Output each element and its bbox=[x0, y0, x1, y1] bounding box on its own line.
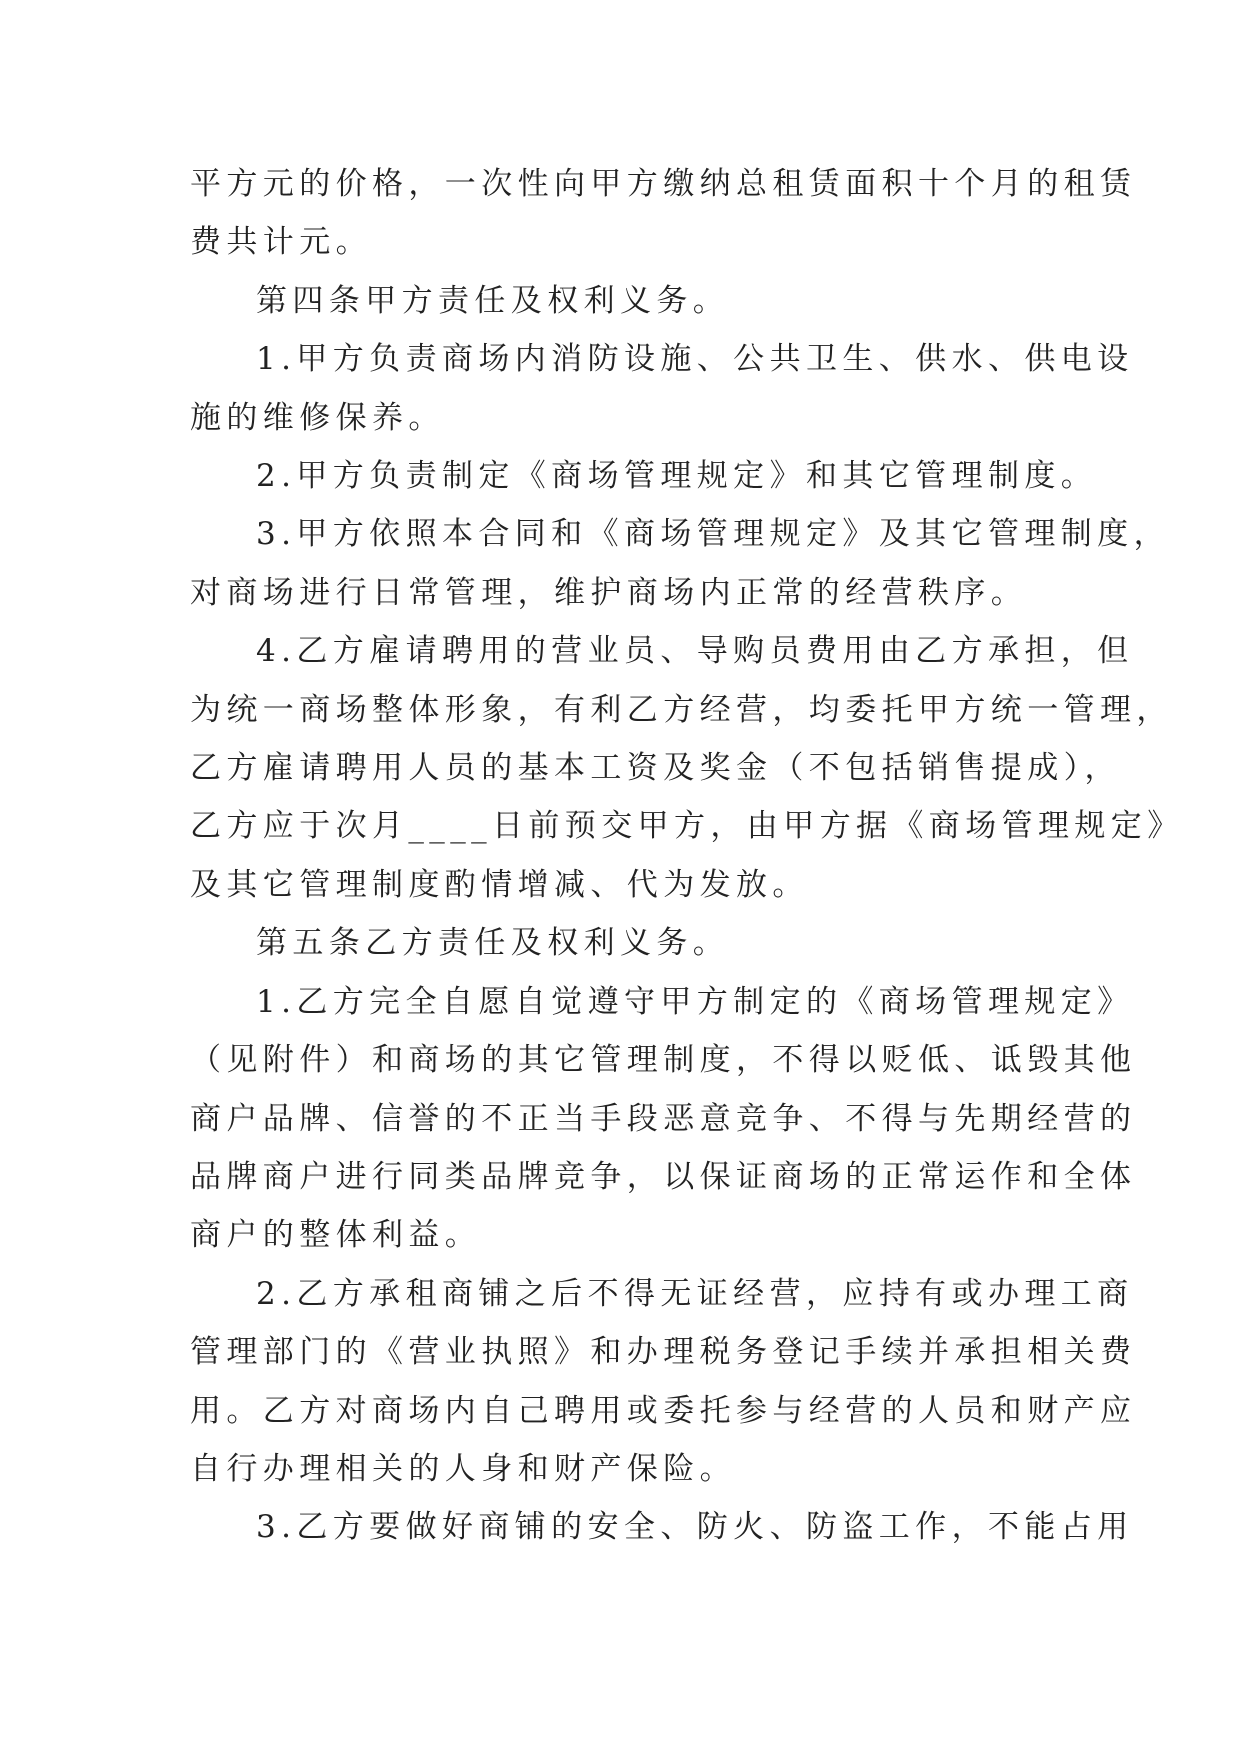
text-line: 乙方雇请聘用人员的基本工资及奖金（不包括销售提成）， bbox=[190, 750, 1121, 787]
text-line: 商户品牌、信誉的不正当手段恶意竞争、不得与先期经营的 bbox=[190, 1100, 1137, 1137]
text-line: 3.乙方要做好商铺的安全、防火、防盗工作，不能占用 bbox=[256, 1509, 1134, 1546]
text-line: 平方元的价格，一次性向甲方缴纳总租赁面积十个月的租赁 bbox=[190, 166, 1137, 202]
text-line: 4.乙方雇请聘用的营业员、导购员费用由乙方承担，但 bbox=[256, 633, 1134, 670]
text-line: 自行办理相关的人身和财产保险。 bbox=[190, 1450, 736, 1487]
text-line: 乙方应于次月____日前预交甲方，由甲方据《商场管理规定》 bbox=[190, 808, 1184, 845]
paragraph bbox=[190, 155, 1137, 272]
text-line: 1.乙方完全自愿自觉遵守甲方制定的《商场管理规定》 bbox=[256, 983, 1134, 1020]
text-line: 用。乙方对商场内自己聘用或委托参与经营的人员和财产应 bbox=[190, 1392, 1137, 1429]
paragraph bbox=[190, 447, 1098, 505]
text-line: 2.甲方负责制定《商场管理规定》和其它管理制度。 bbox=[256, 458, 1098, 495]
text-line: 商户的整体利益。 bbox=[190, 1217, 482, 1254]
paragraph bbox=[190, 622, 1184, 914]
text-line: 第五条乙方责任及权利义务。 bbox=[256, 925, 730, 962]
text-line: 施的维修保养。 bbox=[190, 399, 445, 436]
text-line: 1.甲方负责商场内消防设施、公共卫生、供水、供电设 bbox=[256, 341, 1134, 378]
text-line: 2.乙方承租商铺之后不得无证经营，应持有或办理工商 bbox=[256, 1275, 1134, 1312]
text-line: 3.甲方依照本合同和《商场管理规定》及其它管理制度， bbox=[256, 516, 1170, 553]
text-line: 及其它管理制度酌情增减、代为发放。 bbox=[190, 866, 809, 903]
text-line: 费共计元。 bbox=[190, 224, 372, 261]
paragraph bbox=[190, 973, 1137, 1265]
text-line: 品牌商户进行同类品牌竞争，以保证商场的正常运作和全体 bbox=[190, 1158, 1137, 1195]
paragraph bbox=[190, 1265, 1137, 1499]
text-line: 对商场进行日常管理，维护商场内正常的经营秩序。 bbox=[190, 574, 1028, 611]
paragraph bbox=[190, 272, 1070, 330]
text-line: 为统一商场整体形象，有利乙方经营，均委托甲方统一管理， bbox=[190, 691, 1173, 728]
paragraph bbox=[190, 1498, 1134, 1556]
paragraph bbox=[190, 914, 1070, 972]
text-line: （见附件）和商场的其它管理制度，不得以贬低、诋毁其他 bbox=[190, 1042, 1137, 1079]
text-line: 管理部门的《营业执照》和办理税务登记手续并承担相关费 bbox=[190, 1334, 1137, 1371]
document-body bbox=[190, 155, 1184, 1557]
paragraph bbox=[190, 505, 1170, 622]
paragraph bbox=[190, 330, 1134, 447]
text-line: 第四条甲方责任及权利义务。 bbox=[256, 282, 730, 319]
